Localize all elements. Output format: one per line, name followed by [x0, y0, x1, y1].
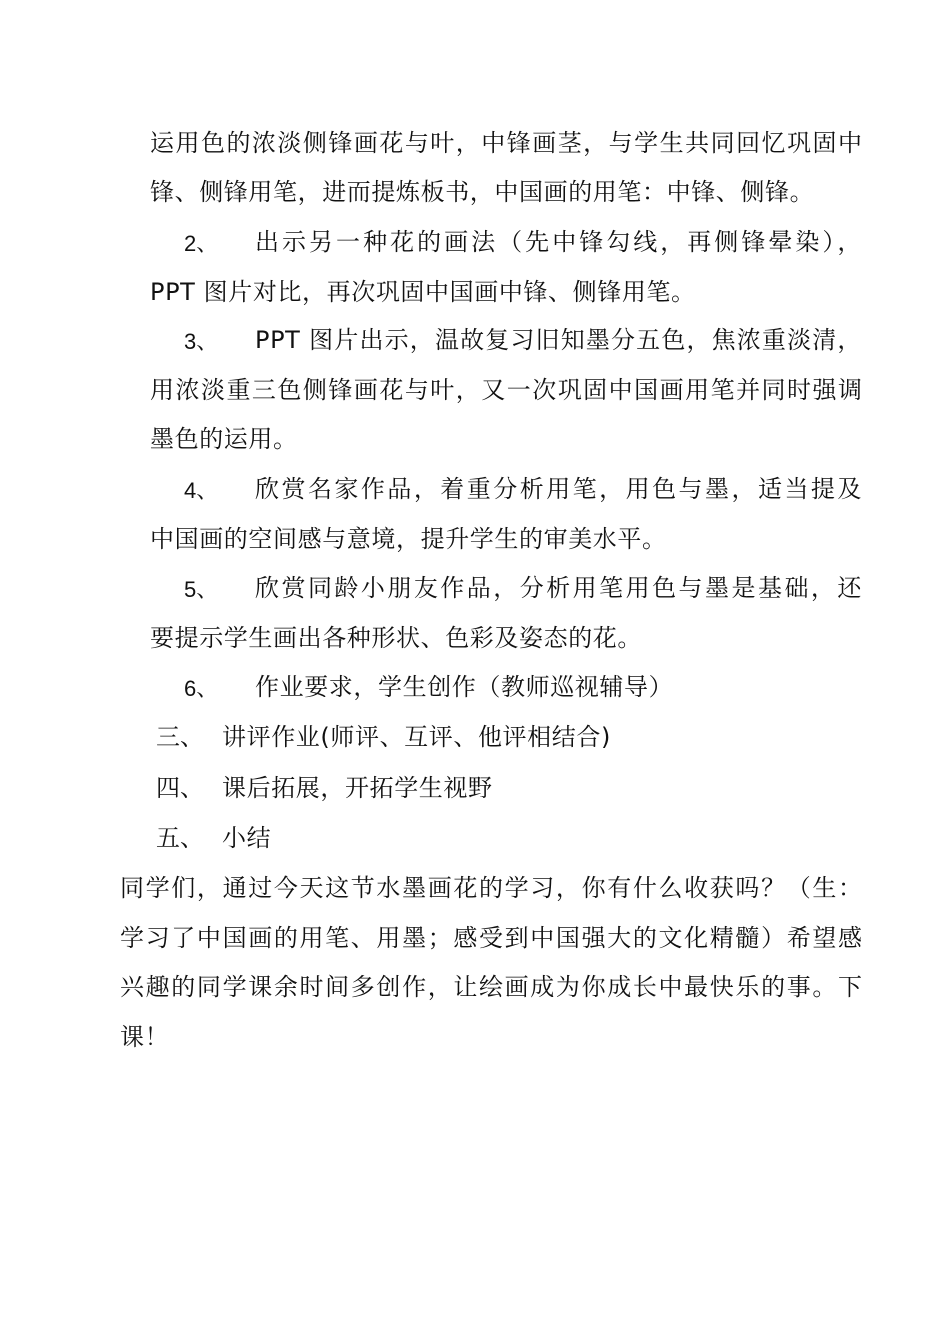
section-text: 课后拓展，开拓学生视野 — [222, 774, 493, 802]
step-number: 5、 — [184, 577, 219, 602]
paragraph-line: 运用色的浓淡侧锋画花与叶，中锋画茎，与学生共同回忆巩固中 — [150, 129, 862, 157]
step-text: 墨色的运用。 — [150, 425, 298, 453]
step-text: 用浓淡重三色侧锋画花与叶，又一次巩固中国画用笔并同时强调 — [150, 376, 862, 404]
step-text: 要提示学生画出各种形状、色彩及姿态的花。 — [150, 624, 642, 652]
step-text: PPT 图片出示，温故复习旧知墨分五色，焦浓重淡清， — [255, 326, 862, 354]
paragraph-line: 兴趣的同学课余时间多创作，让绘画成为你成长中最快乐的事。下 — [120, 973, 862, 1001]
step-text: 欣赏名家作品，着重分析用笔，用色与墨，适当提及 — [255, 475, 862, 503]
section-text: 讲评作业(师评、互评、他评相结合) — [222, 723, 611, 751]
step-text: 作业要求，学生创作（教师巡视辅导） — [255, 673, 674, 701]
step-text: 中国画的空间感与意境，提升学生的审美水平。 — [150, 525, 667, 553]
step-text: 出示另一种花的画法（先中锋勾线，再侧锋晕染）， — [255, 228, 862, 256]
paragraph-line: 学习了中国画的用笔、用墨；感受到中国强大的文化精髓）希望感 — [120, 924, 862, 952]
section-number: 三、 — [156, 723, 204, 751]
step-text: PPT 图片对比，再次巩固中国画中锋、侧锋用笔。 — [150, 278, 696, 306]
step-number: 4、 — [184, 478, 219, 503]
paragraph-line: 课！ — [120, 1023, 170, 1051]
step-text: 欣赏同龄小朋友作品，分析用笔用色与墨是基础，还 — [255, 574, 862, 602]
section-number: 五、 — [156, 824, 204, 852]
paragraph-line: 同学们，通过今天这节水墨画花的学习，你有什么收获吗？（生： — [120, 874, 862, 902]
step-number: 6、 — [184, 676, 219, 701]
section-text: 小结 — [222, 824, 272, 852]
paragraph-line: 锋、侧锋用笔，进而提炼板书，中国画的用笔：中锋、侧锋。 — [150, 178, 815, 206]
step-number: 3、 — [184, 329, 219, 354]
step-number: 2、 — [184, 231, 219, 256]
section-number: 四、 — [156, 774, 204, 802]
